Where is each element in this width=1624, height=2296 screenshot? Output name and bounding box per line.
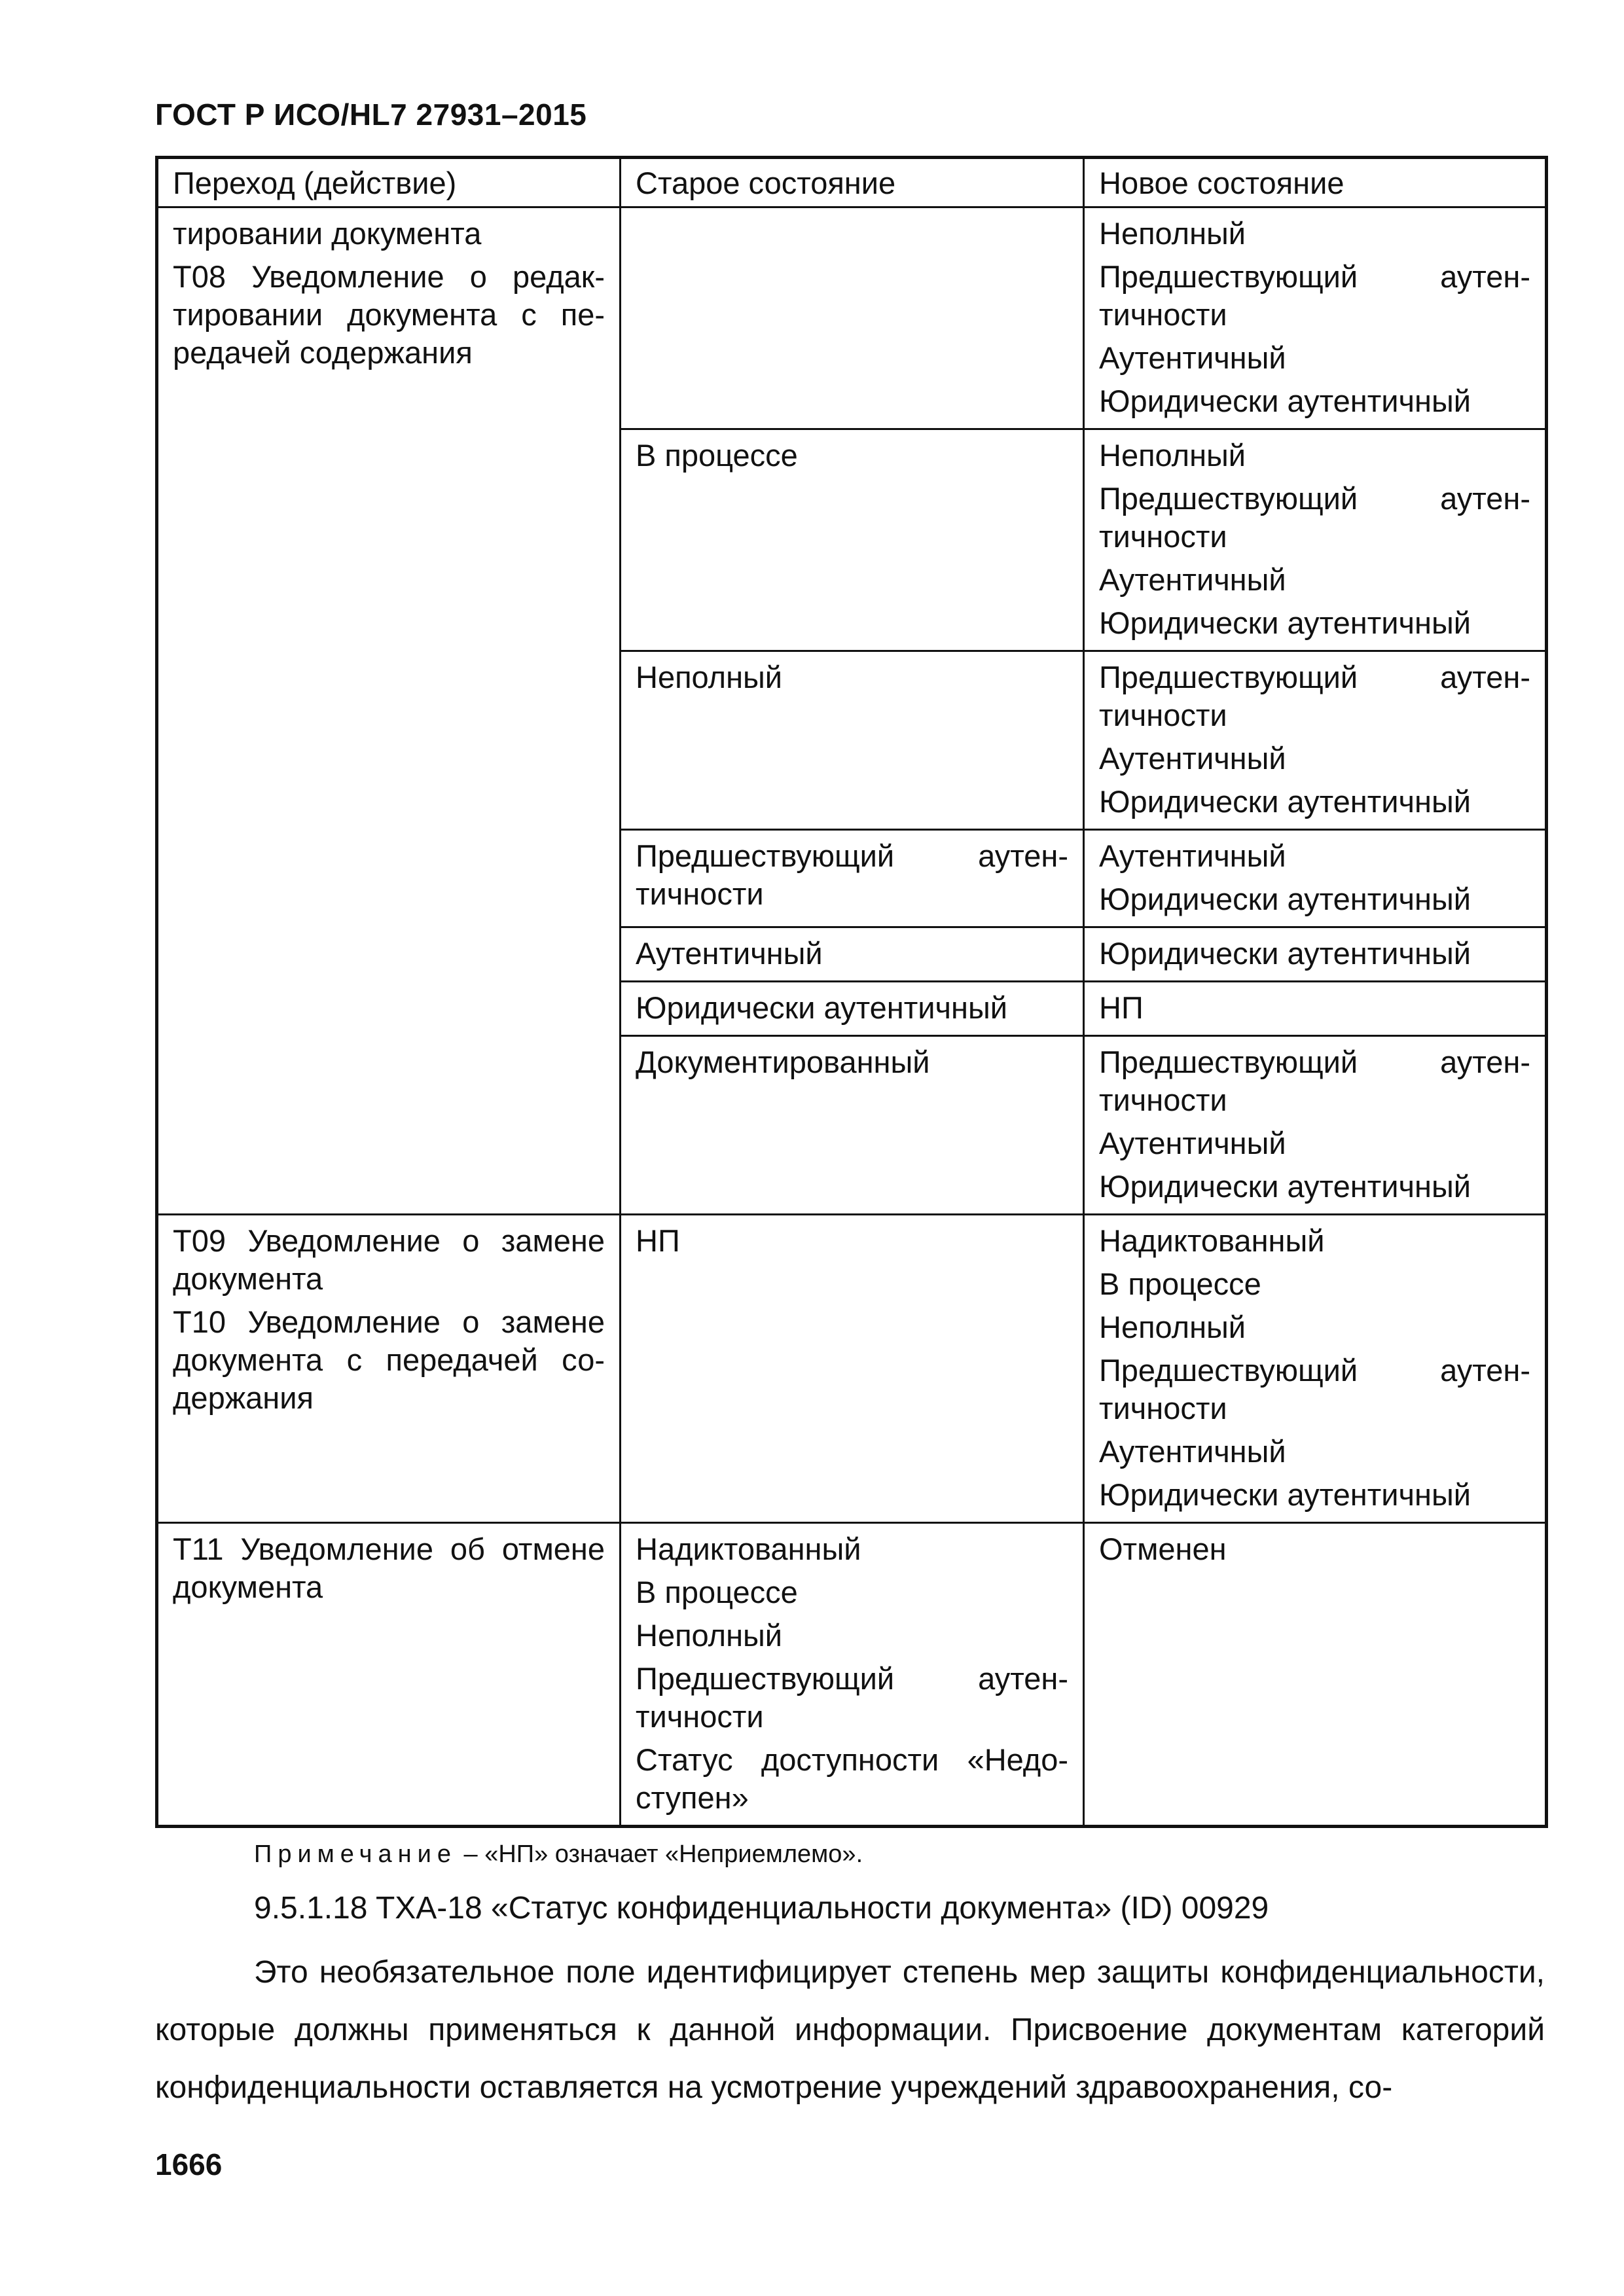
transition-cell [157,207,621,1215]
new-state-value: В процессе [1099,1266,1261,1301]
old-state-value: Юридически аутентичный [636,990,1008,1025]
new-state-value: Неполный [1099,438,1246,473]
old-state-cell [621,982,1084,1036]
table-row [157,1215,1547,1523]
table-row [157,1523,1547,1827]
new-state-value: Предшествующий аутентичности [1099,1353,1530,1426]
column-header-old-state: Старое состояние [621,158,1084,207]
new-state-value: Аутентичный [1099,1434,1286,1469]
old-state-value: Неполный [636,660,783,694]
transition-line: Т11 Уведомление об отмене документа [173,1532,605,1604]
table-row [157,207,1547,429]
new-state-value: Предшествующий аутентичности [1099,259,1530,332]
note-text: – «НП» означает «Неприемлемо». [456,1840,863,1868]
new-state-value: Юридически аутентичный [1099,882,1471,916]
new-state-cell [1084,1036,1547,1215]
new-state-value: Неполный [1099,216,1246,251]
new-state-cell [1084,830,1547,927]
new-state-value: Аутентичный [1099,1126,1286,1160]
new-state-value: Юридически аутентичный [1099,384,1471,418]
old-state-value: Предшествующий аутентичности [636,1661,1068,1734]
new-state-value: Юридически аутентичный [1099,784,1471,819]
old-state-cell [621,1523,1084,1827]
new-state-value: Аутентичный [1099,741,1286,776]
transition-cell [157,1523,621,1827]
column-header-transition: Переход (действие) [157,158,621,207]
new-state-value: Предшествующий аутентичности [1099,660,1530,732]
old-state-cell [621,830,1084,927]
transition-line: тировании документа [173,216,482,251]
new-state-value: Надиктованный [1099,1223,1325,1258]
old-state-value: НП [636,1223,680,1258]
old-state-cell [621,1215,1084,1523]
section-heading: 9.5.1.18 TXA-18 «Статус конфиденциальности документа» (ID) 00929 [254,1891,1269,1926]
old-state-value: В процессе [636,1575,798,1609]
old-state-value: Предшествующий аутентичности [636,838,1068,911]
new-state-value: Аутентичный [1099,562,1286,597]
new-state-cell [1084,927,1547,982]
state-transition-table [155,156,1548,1828]
new-state-value: НП [1099,990,1144,1025]
new-state-cell [1084,651,1547,830]
old-state-value: В процессе [636,438,798,473]
old-state-value: Документированный [636,1045,930,1079]
new-state-value: Предшествующий аутентичности [1099,1045,1530,1117]
table-header-row [157,158,1547,207]
page-number: 1666 [155,2147,223,2181]
new-state-cell [1084,982,1547,1036]
document-header: ГОСТ Р ИСО/HL7 27931–2015 [155,98,587,132]
new-state-cell [1084,207,1547,429]
transition-line: Т08 Уведомление о редактировании документа с передачей содержания [173,259,605,370]
new-state-value: Предшествующий аутентичности [1099,481,1530,554]
transition-cell [157,1215,621,1523]
table-note [254,1840,863,1869]
new-state-cell [1084,1523,1547,1827]
new-state-value: Юридически аутентичный [1099,1477,1471,1512]
body-paragraph: Это необязательное поле идентифицирует степень мер защиты конфиденциальности, которые должны применяться к данной информации. Присвоение документам категорий конфиденциальности оставляется на усмотрение учреждений здравоохранения, со- [155,1955,1545,2105]
new-state-value: Юридически аутентичный [1099,605,1471,640]
new-state-value: Юридически аутентичный [1099,936,1471,971]
transition-line: Т09 Уведомление о замене документа [173,1223,605,1296]
note-label: Примечание [254,1840,457,1868]
old-state-cell [621,429,1084,651]
new-state-value: Аутентичный [1099,340,1286,375]
old-state-value: Неполный [636,1618,783,1653]
old-state-cell [621,651,1084,830]
old-state-cell [621,1036,1084,1215]
new-state-cell [1084,429,1547,651]
new-state-value: Аутентичный [1099,838,1286,873]
new-state-value: Юридически аутентичный [1099,1169,1471,1204]
table-body [157,207,1547,1827]
column-header-new-state: Новое состояние [1084,158,1547,207]
old-state-value: Аутентичный [636,936,823,971]
transition-line: Т10 Уведомление о замене документа с передачей содержания [173,1304,605,1415]
old-state-value: Надиктованный [636,1532,861,1566]
old-state-cell [621,207,1084,429]
new-state-value: Неполный [1099,1310,1246,1344]
new-state-value: Отменен [1099,1532,1227,1566]
old-state-value: Статус доступности «Недоступен» [636,1742,1068,1815]
new-state-cell [1084,1215,1547,1523]
old-state-cell [621,927,1084,982]
